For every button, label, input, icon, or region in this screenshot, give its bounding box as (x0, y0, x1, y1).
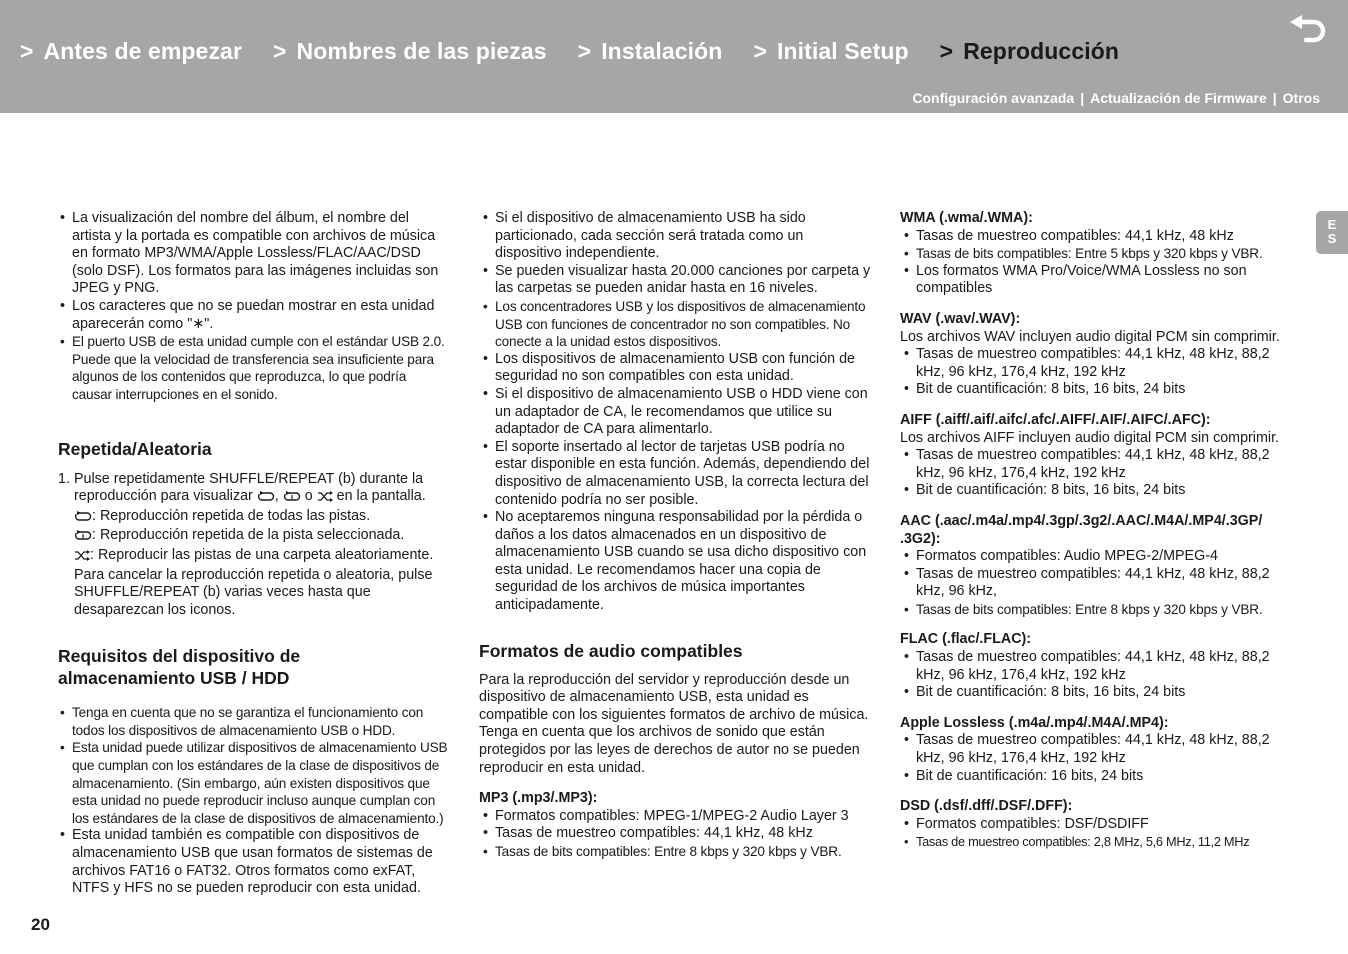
header-bar (0, 0, 1348, 113)
list-item: • Tasas de bits compatibles: Entre 5 kbps y 320 kbps y VBR. (900, 245, 1300, 263)
nav-arrow: > (939, 38, 954, 64)
repeat-all-icon (257, 490, 275, 508)
dsd-list (900, 816, 1300, 851)
format-heading-aiff: AIFF (.aiff/.aif/.aifc/.afc/.AIFF/.AIF/.AIFC/.AFC): (900, 411, 1211, 428)
nav-arrow: > (20, 38, 34, 64)
column-middle (479, 210, 871, 861)
format-heading-aac: AAC (.aac/.m4a/.mp4/.3gp/.3g2/.AAC/.M4A/.MP4/.3GP/ .3G2): (900, 512, 1263, 547)
language-tab[interactable] (1316, 211, 1348, 254)
column-left (58, 210, 448, 898)
usb-notes-list (479, 210, 871, 615)
list-item: • Tasas de muestreo compatibles: 44,1 kHz, 48 kHz, 88,2 kHz, 96 kHz, 176,4 kHz, 192 kHz (900, 649, 1300, 684)
cancel-text: Para cancelar la reproducción repetida o aleatoria, pulse SHUFFLE/REPEAT (b) varias veces hasta que desaparezcan los iconos. (74, 566, 433, 618)
section-heading-formats: Formatos de audio compatibles (479, 640, 743, 661)
list-item: • Si el dispositivo de almacenamiento USB o HDD viene con un adaptador de CA, le recomendamos que utilice su adaptador de CA para alimentarlo. (479, 386, 871, 439)
list-item: • Bit de cuantificación: 8 bits, 16 bits, 24 bits (900, 482, 1300, 500)
apple-lossless-list (900, 732, 1300, 785)
shuffle-icon (317, 490, 333, 508)
list-item: • El soporte insertado al lector de tarjetas USB podría no estar disponible en esta función. Además, dependiendo del dispositivo de almacenamiento USB, la correcta lectura del contenido podría no ser posible. (479, 439, 871, 509)
repeat-one-line (74, 527, 448, 547)
subnav-separator: | (1080, 90, 1085, 106)
list-item: • Tasas de muestreo compatibles: 44,1 kHz, 48 kHz (900, 228, 1300, 246)
step-line (74, 471, 448, 508)
list-item: • Tasas de muestreo compatibles: 44,1 kHz, 48 kHz, 88,2 kHz, 96 kHz, 176,4 kHz, 192 kHz (900, 447, 1300, 482)
step-number: 1. (58, 470, 70, 487)
wma-list (900, 228, 1300, 298)
list-item: • La visualización del nombre del álbum, el nombre del artista y la portada es compatible con archivos de música en formato MP3/WMA/Apple Lossless/FLAC/AAC/DSD (solo DSF). Los formatos para las imágenes incluidas son JPEG y PNG. (56, 210, 448, 298)
step-text: Pulse repetidamente SHUFFLE/REPEAT (b) durante la reproducción para visualizar (74, 470, 424, 505)
return-arrow-icon[interactable] (1286, 15, 1330, 51)
repeat-one-icon (283, 490, 301, 508)
nav-reproduccion[interactable] (940, 38, 1119, 65)
list-item: • Tasas de muestreo compatibles: 2,8 MHz, 5,6 MHz, 11,2 MHz (900, 833, 1300, 851)
nav-arrow: > (753, 38, 767, 64)
nav-arrow: > (577, 38, 592, 64)
list-item: • Se pueden visualizar hasta 20.000 canciones por carpeta y las carpetas se pueden anidar hasta en 16 niveles. (479, 263, 871, 298)
shuffle-icon (74, 549, 90, 567)
shuffle-text: : Reproducir las pistas de una carpeta aleatoriamente. (90, 546, 434, 563)
list-item: • Los concentradores USB y los dispositivos de almacenamiento USB con funciones de concentrador no son compatibles. No conecte a la unidad estos dispositivos. (479, 298, 871, 351)
flac-list (900, 649, 1300, 702)
list-item: • Tasas de muestreo compatibles: 44,1 kHz, 48 kHz, 88,2 kHz, 96 kHz, (900, 566, 1300, 601)
list-item: • Tasas de muestreo compatibles: 44,1 kHz, 48 kHz, 88,2 kHz, 96 kHz, 176,4 kHz, 192 kHz (900, 346, 1300, 381)
aiff-list (900, 447, 1300, 500)
repeat-all-icon (74, 510, 92, 528)
format-heading-apple-lossless: Apple Lossless (.m4a/.mp4/.M4A/.MP4): (900, 714, 1169, 731)
repeat-one-text: : Reproducción repetida de la pista seleccionada. (92, 527, 405, 544)
aac-list (900, 548, 1300, 618)
language-tab-letter: E (1327, 217, 1337, 232)
repeat-one-icon (74, 529, 92, 547)
shuffle-line (74, 547, 448, 567)
list-item: • Tenga en cuenta que no se garantiza el funcionamiento con todos los dispositivos de almacenamiento USB o HDD. (56, 704, 448, 739)
language-tab-letter: S (1327, 231, 1337, 246)
list-item: • Tasas de muestreo compatibles: 44,1 kHz, 48 kHz, 88,2 kHz, 96 kHz, 176,4 kHz, 192 kHz (900, 732, 1300, 767)
nav-label: Reproducción (963, 38, 1120, 64)
page-number: 20 (31, 915, 50, 934)
intro-list (56, 210, 448, 404)
formats-intro: Para la reproducción del servidor y reproducción desde un dispositivo de almacenamiento USB, esta unidad es compatible con los siguientes formatos de archivo de música. Tenga en cuenta que los archivos de sonido que están protegidos por las leyes de derechos de autor no se pueden reproducir en esta unidad. (479, 671, 869, 776)
nav-instalacion[interactable] (578, 38, 723, 65)
list-item: • Bit de cuantificación: 16 bits, 24 bits (900, 768, 1300, 786)
step-text: en la pantalla. (336, 488, 426, 505)
list-item: • Tasas de muestreo compatibles: 44,1 kHz, 48 kHz (479, 825, 871, 843)
format-heading-wav: WAV (.wav/.WAV): (900, 310, 1021, 327)
nav-label: Instalación (601, 38, 723, 64)
repeat-step (58, 471, 448, 620)
section-heading-usb: Requisitos del dispositivo de almacenamiento USB / HDD (58, 646, 301, 689)
sub-nav (912, 90, 1320, 106)
mp3-list (479, 808, 871, 861)
nav-nombres-de-las-piezas[interactable] (273, 38, 547, 65)
repeat-all-text: : Reproducción repetida de todas las pistas. (92, 507, 371, 524)
list-item: • Los formatos WMA Pro/Voice/WMA Lossless no son compatibles (900, 263, 1280, 298)
step-separator: , (274, 488, 279, 505)
repeat-all-line (74, 508, 448, 528)
list-item: • Esta unidad puede utilizar dispositivos de almacenamiento USB que cumplan con los estándares de la clase de dispositivos de almacenamiento. (Sin embargo, aún existen dispositivos que esta unidad no puede reproducir incluso aunque cumplan con los estándares de la clase de dispositivos de almacenamiento.) (56, 739, 448, 827)
list-item: • Si el dispositivo de almacenamiento USB ha sido particionado, cada sección será tratada como un dispositivo independiente. (479, 210, 871, 263)
wav-intro: Los archivos WAV incluyen audio digital PCM sin comprimir. (900, 328, 1280, 345)
subnav-otros[interactable]: Otros (1282, 90, 1320, 106)
list-item: • Bit de cuantificación: 8 bits, 16 bits, 24 bits (900, 684, 1300, 702)
main-nav (20, 38, 1150, 65)
aiff-intro: Los archivos AIFF incluyen audio digital PCM sin comprimir. (900, 429, 1280, 446)
list-item: • Esta unidad también es compatible con dispositivos de almacenamiento USB que usan formatos de sistemas de archivos FAT16 o FAT32. Otros formatos como exFAT, NTFS y HFS no se pueden reproducir con esta unidad. (56, 827, 448, 897)
list-item: • Tasas de bits compatibles: Entre 8 kbps y 320 kbps y VBR. (900, 601, 1300, 619)
nav-initial-setup[interactable] (753, 38, 908, 65)
format-heading-mp3: MP3 (.mp3/.MP3): (479, 790, 598, 807)
list-item: • Tasas de bits compatibles: Entre 8 kbps y 320 kbps y VBR. (479, 843, 871, 861)
step-separator: o (304, 488, 313, 505)
list-item: • Formatos compatibles: MPEG-1/MPEG-2 Audio Layer 3 (479, 808, 871, 826)
subnav-configuracion-avanzada[interactable]: Configuración avanzada (912, 90, 1075, 106)
list-item: • El puerto USB de esta unidad cumple con el estándar USB 2.0. Puede que la velocidad de transferencia sea insuficiente para algunos de los contenidos que reproduzca, lo que podría causar interrupciones en el sonido. (56, 333, 448, 403)
list-item: • Los caracteres que no se puedan mostrar en esta unidad aparecerán como "∗". (56, 298, 448, 333)
subnav-actualizacion-firmware[interactable]: Actualización de Firmware (1090, 90, 1267, 106)
format-heading-flac: FLAC (.flac/.FLAC): (900, 631, 1032, 648)
wav-list (900, 346, 1300, 399)
column-right (900, 210, 1300, 851)
nav-label: Antes de empezar (43, 38, 242, 64)
nav-label: Nombres de las piezas (296, 38, 547, 64)
format-heading-dsd: DSD (.dsf/.dff/.DSF/.DFF): (900, 798, 1073, 815)
section-heading-repeat: Repetida/Aleatoria (58, 438, 212, 459)
list-item: • Los dispositivos de almacenamiento USB con función de seguridad no son compatibles con esta unidad. (479, 351, 871, 386)
nav-antes-de-empezar[interactable] (20, 38, 242, 65)
list-item: • Formatos compatibles: Audio MPEG-2/MPEG-4 (900, 548, 1300, 566)
usb-requirements-list (56, 704, 448, 898)
list-item: • No aceptaremos ninguna responsabilidad por la pérdida o daños a los datos almacenados en un dispositivo de almacenamiento USB cuando se usa dicho dispositivo con esta unidad. Le recomendamos hacer una copia de seguridad de los archivos de música importantes anticipadamente. (479, 509, 871, 615)
list-item: • Formatos compatibles: DSF/DSDIFF (900, 816, 1300, 834)
list-item: • Bit de cuantificación: 8 bits, 16 bits, 24 bits (900, 381, 1300, 399)
nav-arrow: > (273, 38, 287, 64)
subnav-separator: | (1272, 90, 1277, 106)
nav-label: Initial Setup (776, 38, 909, 64)
format-heading-wma: WMA (.wma/.WMA): (900, 210, 1033, 226)
